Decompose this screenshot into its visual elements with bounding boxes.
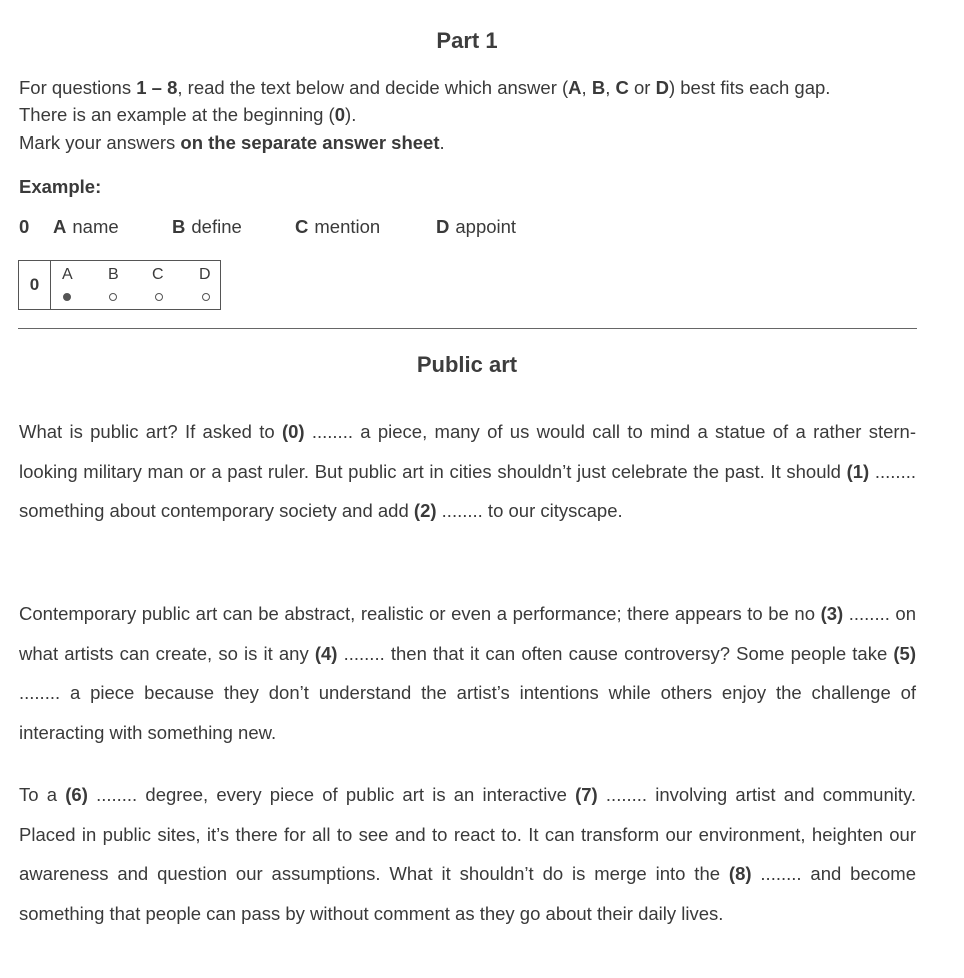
- answer-grid-divider: [50, 261, 51, 309]
- answer-bubble-a: [63, 293, 71, 301]
- instruction-line-3: Mark your answers on the separate answer sheet.: [19, 132, 445, 153]
- article-paragraph-1: What is public art? If asked to (0) ........ a piece, many of us would call to mind a statue of a rather stern-looking military man or a past ruler. But public art in cities shouldn’t just celebrate the past. It should (1) ........ something about contemporary society and add (2) ........ to our cityscape.: [19, 421, 916, 522]
- answer-bubble-c: [155, 293, 163, 301]
- article-title: Public art: [416, 352, 518, 377]
- example-label: Example:: [19, 176, 102, 197]
- article-paragraph-2: Contemporary public art can be abstract, realistic or even a performance; there appears to be no (3) ........ on what artists can create, so is it any (4) ........ then that it can often cause controversy? Some people take (5) ........ a piece because they don’t understand the artist’s intentions while others enjoy the challenge of interacting with something new.: [19, 603, 916, 743]
- answer-grid-letter-a: A: [62, 266, 73, 283]
- gap-number: (5): [893, 642, 916, 664]
- gap-number: (3): [820, 603, 844, 624]
- example-answer-grid: [18, 260, 221, 310]
- example-option-b: B define: [172, 216, 242, 237]
- gap-number: (2): [413, 500, 437, 522]
- gap-number: (1): [846, 460, 870, 482]
- gap-number: (7): [575, 784, 598, 805]
- answer-bubble-b: [109, 293, 117, 301]
- example-number: 0: [19, 216, 30, 237]
- answer-bubble-d: [202, 293, 210, 301]
- gap-number: (4): [314, 642, 338, 664]
- instruction-line-1: For questions 1 – 8, read the text below and decide which answer (A, B, C or D) best fits each gap.: [19, 77, 831, 98]
- example-option-c: C mention: [295, 216, 381, 237]
- gap-number: (8): [728, 863, 752, 885]
- section-divider: [18, 328, 917, 329]
- answer-grid-letter-b: B: [108, 266, 119, 283]
- answer-grid-number: 0: [29, 275, 40, 294]
- article-paragraph-3: To a (6) ........ degree, every piece of public art is an interactive (7) ........ involving artist and community. Placed in public sites, it’s there for all to see and to react to. It can transform our environment, heighten our awareness and question our assumptions. What it shouldn’t do is merge into the (8) ........ and become something that people can pass by without comment as they go about their daily lives.: [19, 784, 916, 924]
- gap-number: (6): [65, 784, 88, 805]
- example-option-a: A name: [53, 216, 119, 237]
- part-title: Part 1: [436, 28, 498, 53]
- example-option-d: D appoint: [436, 216, 517, 237]
- gap-number: (0): [281, 421, 305, 442]
- answer-grid-letter-d: D: [199, 266, 211, 283]
- instruction-line-2: There is an example at the beginning (0).: [19, 104, 357, 125]
- answer-grid-letter-c: C: [152, 266, 164, 283]
